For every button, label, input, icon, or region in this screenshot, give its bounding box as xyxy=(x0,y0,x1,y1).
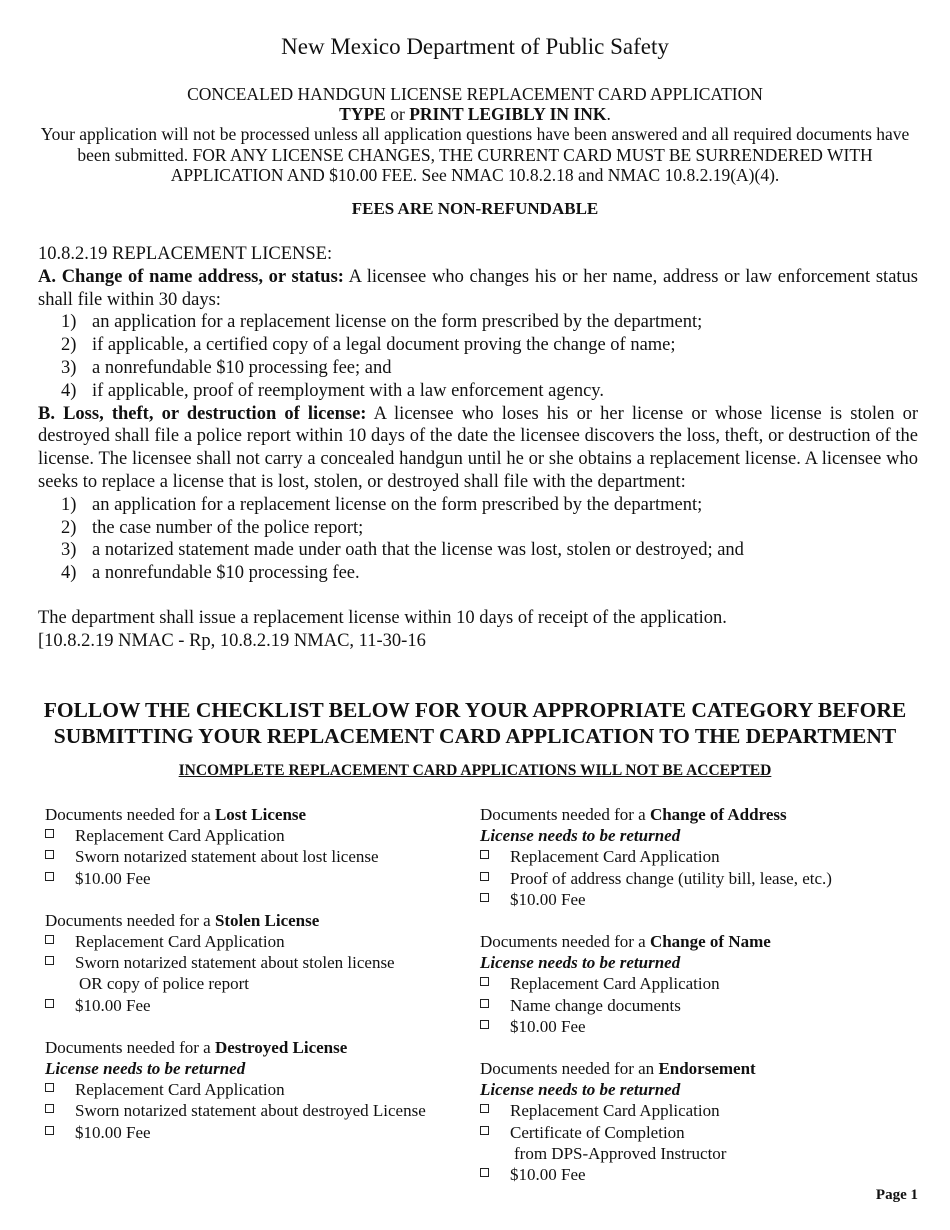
checkbox[interactable] xyxy=(480,1168,489,1177)
section-a-list xyxy=(38,311,918,402)
section-b-list xyxy=(38,494,918,585)
checklist-item[interactable]: $10.00 Fee xyxy=(45,995,475,1016)
regulation-text xyxy=(38,243,918,653)
list-item: 2) if applicable, a certified copy of a legal document proving the change of name; xyxy=(61,335,676,356)
checklist-item[interactable]: Replacement Card Application xyxy=(480,1100,920,1121)
checkbox[interactable] xyxy=(45,829,54,838)
list-item: 3) a nonrefundable $10 processing fee; and xyxy=(61,357,392,378)
change-of-name-group: Documents needed for a Change of Name License needs to be returned Replacement Card Application Name change documents $10.00 Fee xyxy=(480,931,920,1037)
checkbox[interactable] xyxy=(45,935,54,944)
checklist-right-column xyxy=(480,804,920,1206)
list-item: 4) if applicable, proof of reemployment with a law enforcement agency. xyxy=(61,380,604,401)
endorsement-group: Documents needed for an Endorsement License needs to be returned Replacement Card Application Certificate of Completion from DPS-Approved Instructor $10.00 Fee xyxy=(480,1058,920,1185)
checklist-item[interactable]: $10.00 Fee xyxy=(480,1164,920,1185)
checklist-heading: FOLLOW THE CHECKLIST BELOW FOR YOUR APPROPRIATE CATEGORY BEFORE SUBMITTING YOUR REPLACEMENT CARD APPLICATION TO THE DEPARTMENT xyxy=(43,698,907,748)
checkbox[interactable] xyxy=(45,999,54,1008)
checkbox[interactable] xyxy=(45,956,54,965)
section-b: B. Loss, theft, or destruction of license: A licensee who loses his or her license or whose license is stolen or destroyed shall file a police report within 10 days of the date the licensee discovers the loss, theft, or destruction of the license. The licensee shall not carry a concealed handgun until he or she obtains a replacement license. A licensee who seeks to replace a license that is lost, stolen, or destroyed shall file with the department: xyxy=(38,403,918,492)
list-item: 1) an application for a replacement license on the form prescribed by the department; xyxy=(61,494,703,515)
processing-notice: Your application will not be processed unless all application questions have been answered and all required documents have been submitted. FOR ANY LICENSE CHANGES, THE CURRENT CARD MUST BE SURRENDERED WITH APPLICATION AND $10.00 FEE. See NMAC 10.8.2.18 and NMAC 10.8.2.19(A)(4). xyxy=(40,124,910,185)
fees-notice: FEES ARE NON-REFUNDABLE xyxy=(351,199,599,218)
checklist-item[interactable]: Sworn notarized statement about stolen license OR copy of police report xyxy=(45,952,475,994)
checklist-item[interactable]: Replacement Card Application xyxy=(480,973,920,994)
checklist-item[interactable]: Replacement Card Application xyxy=(45,1079,475,1100)
checkbox[interactable] xyxy=(45,1083,54,1092)
checklist-item[interactable]: $10.00 Fee xyxy=(45,1122,475,1143)
section-a: A. Change of name address, or status: A licensee who changes his or her name, address or law enforcement status shall file within 30 days: xyxy=(38,266,918,310)
form-title-block xyxy=(0,84,950,124)
checkbox[interactable] xyxy=(45,1104,54,1113)
citation: [10.8.2.19 NMAC - Rp, 10.8.2.19 NMAC, 11-30-16 xyxy=(38,630,426,651)
checkbox[interactable] xyxy=(480,999,489,1008)
checklist-item[interactable]: Sworn notarized statement about destroyed License xyxy=(45,1100,475,1121)
checkbox[interactable] xyxy=(480,1104,489,1113)
regulation-heading: 10.8.2.19 REPLACEMENT LICENSE: xyxy=(38,244,333,264)
list-item: 1) an application for a replacement license on the form prescribed by the department; xyxy=(61,312,703,333)
checkbox[interactable] xyxy=(480,977,489,986)
return-note: License needs to be returned xyxy=(480,953,681,973)
checkbox[interactable] xyxy=(480,1126,489,1135)
change-of-address-group: Documents needed for a Change of Address License needs to be returned Replacement Card Application Proof of address change (utility bill, lease, etc.) $10.00 Fee xyxy=(480,804,920,910)
return-note: License needs to be returned xyxy=(480,1080,681,1100)
ink-instruction: TYPE or PRINT LEGIBLY IN INK. xyxy=(339,104,611,124)
department-title: New Mexico Department of Public Safety xyxy=(281,34,669,59)
checkbox[interactable] xyxy=(45,1126,54,1135)
checklist-item[interactable]: Replacement Card Application xyxy=(45,931,475,952)
checklist-item[interactable]: Name change documents xyxy=(480,995,920,1016)
checklist-item[interactable]: $10.00 Fee xyxy=(480,889,920,910)
checkbox[interactable] xyxy=(45,850,54,859)
incomplete-warning: INCOMPLETE REPLACEMENT CARD APPLICATIONS WILL NOT BE ACCEPTED xyxy=(178,762,772,779)
closing-statement: The department shall issue a replacement license within 10 days of receipt of the application. xyxy=(38,607,727,628)
stolen-license-group: Documents needed for a Stolen License Replacement Card Application Sworn notarized statement about stolen license OR copy of police report $10.00 Fee xyxy=(45,910,475,1016)
checklist-left-column xyxy=(45,804,475,1164)
checklist-item[interactable]: Sworn notarized statement about lost license xyxy=(45,846,475,867)
list-item: 2) the case number of the police report; xyxy=(61,517,364,538)
lost-license-group: Documents needed for a Lost License Replacement Card Application Sworn notarized statement about lost license $10.00 Fee xyxy=(45,804,475,889)
page-number: Page 1 xyxy=(875,1187,918,1203)
checklist-item[interactable]: Replacement Card Application xyxy=(480,846,920,867)
destroyed-license-group: Documents needed for a Destroyed License License needs to be returned Replacement Card Application Sworn notarized statement about destroyed License $10.00 Fee xyxy=(45,1037,475,1143)
checkbox[interactable] xyxy=(480,850,489,859)
checkbox[interactable] xyxy=(480,893,489,902)
checkbox[interactable] xyxy=(480,872,489,881)
checklist-item[interactable]: Proof of address change (utility bill, lease, etc.) xyxy=(480,868,920,889)
return-note: License needs to be returned xyxy=(45,1059,246,1079)
checklist-item[interactable]: Replacement Card Application xyxy=(45,825,475,846)
checklist-item[interactable]: $10.00 Fee xyxy=(45,868,475,889)
checklist-item[interactable]: Certificate of Completion from DPS-Approved Instructor xyxy=(480,1122,920,1164)
list-item: 3) a notarized statement made under oath that the license was lost, stolen or destroyed; and xyxy=(61,540,744,561)
checkbox[interactable] xyxy=(480,1020,489,1029)
checkbox[interactable] xyxy=(45,872,54,881)
return-note: License needs to be returned xyxy=(480,826,681,846)
form-title: CONCEALED HANDGUN LICENSE REPLACEMENT CARD APPLICATION xyxy=(187,84,763,104)
list-item: 4) a nonrefundable $10 processing fee. xyxy=(61,563,360,584)
checklist-item[interactable]: $10.00 Fee xyxy=(480,1016,920,1037)
